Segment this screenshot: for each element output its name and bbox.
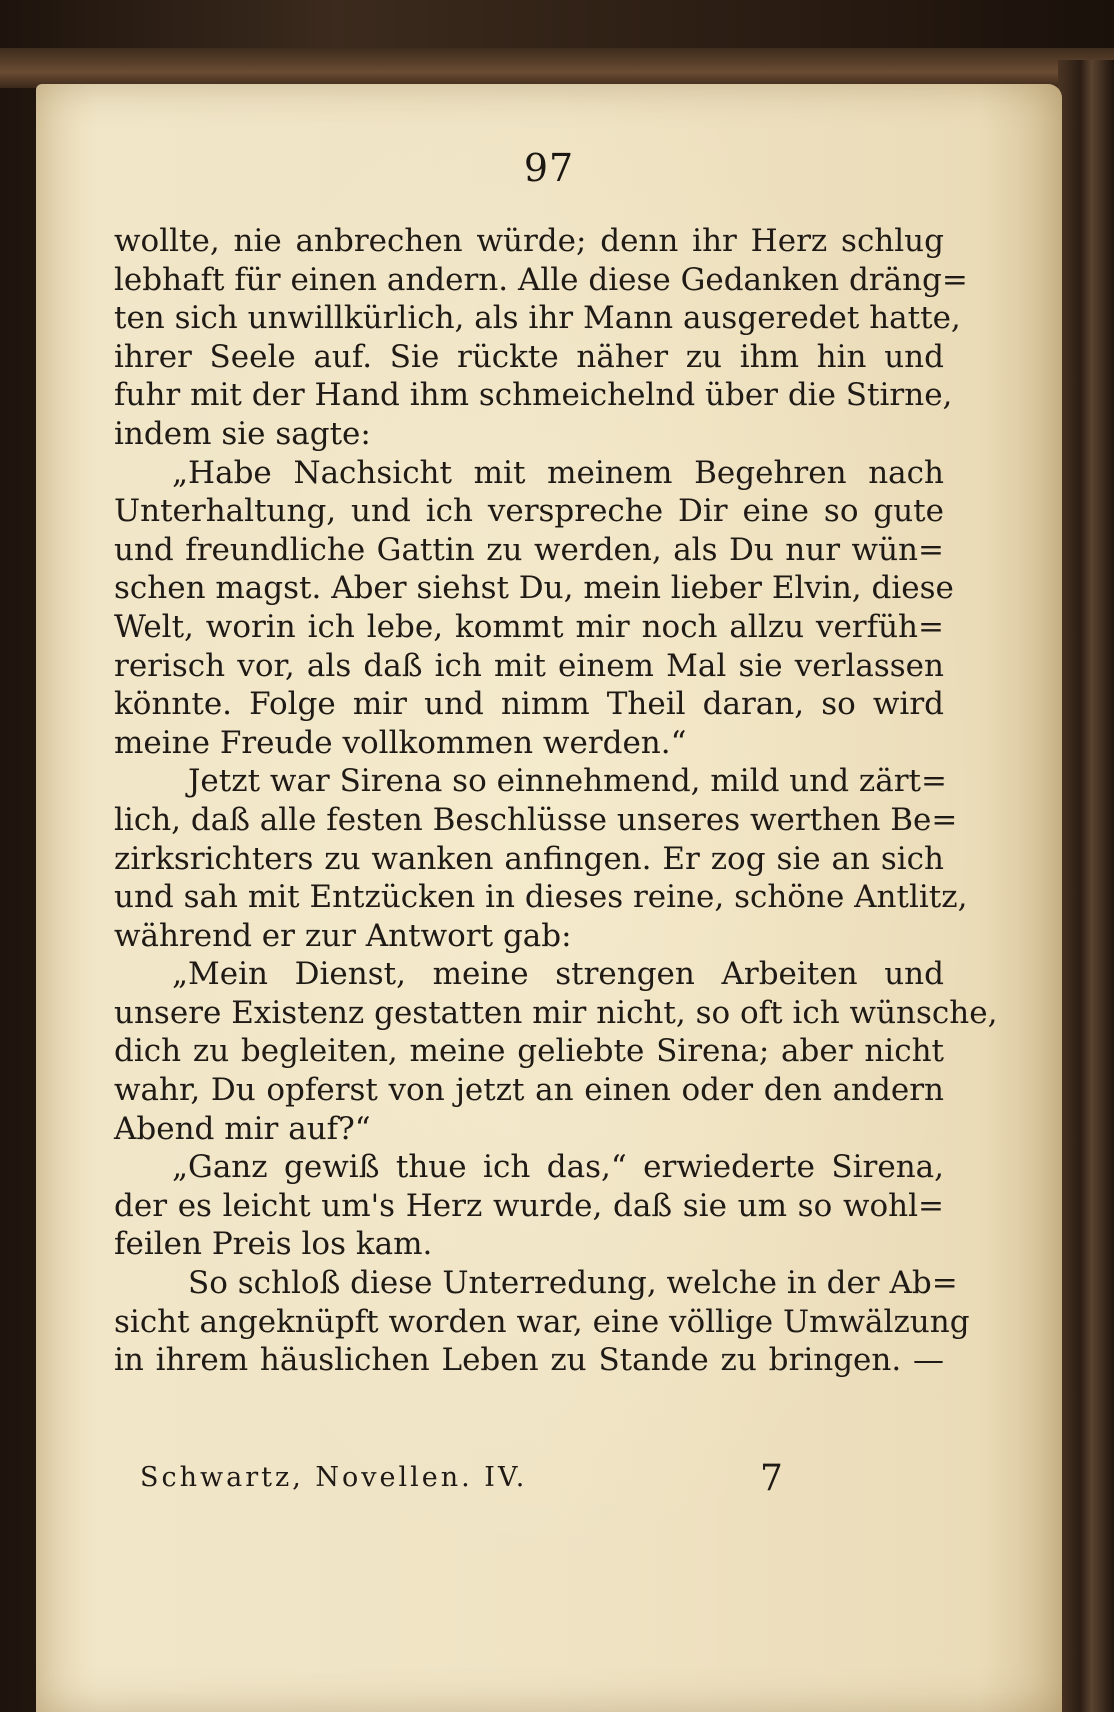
text-line: dich zu begleiten, meine geliebte Sirena; aber nicht: [114, 1033, 944, 1070]
text-line: lich, daß alle festen Beschlüsse unseres werthen Be=: [114, 801, 958, 838]
book-top-edge: [0, 48, 1114, 88]
text-line: und sah mit Entzücken in dieses reine, schöne Antlitz,: [114, 879, 968, 916]
text-line: meine Freude vollkommen werden.“: [114, 724, 687, 761]
text-line: feilen Preis los kam.: [114, 1226, 433, 1263]
book-spine: [1058, 60, 1114, 1712]
text-line: zirksrichters zu wanken anfingen. Er zog sie an sich: [114, 840, 944, 877]
text-line: schen magst. Aber siehst Du, mein lieber Elvin, diese: [114, 570, 954, 607]
text-line: während er zur Antwort gab:: [114, 917, 572, 954]
page-text-block: [114, 222, 998, 1380]
text-line: lebhaft für einen andern. Alle diese Gedanken dräng=: [114, 261, 968, 298]
text-line: wahr, Du opferst von jetzt an einen oder den andern: [114, 1072, 944, 1109]
text-line: indem sie sagte:: [114, 415, 371, 452]
text-line: Unterhaltung, und ich verspreche Dir eine so gute: [114, 493, 944, 530]
text-line: So schloß diese Unterredung, welche in der Ab=: [188, 1265, 958, 1302]
text-line: wollte, nie anbrechen würde; denn ihr Herz schlug: [114, 223, 944, 259]
page-footer: [140, 1458, 840, 1502]
text-line: Jetzt war Sirena so einnehmend, mild und zärt=: [188, 763, 947, 800]
text-line: rerisch vor, als daß ich mit einem Mal sie verlassen: [114, 647, 944, 684]
text-line: ten sich unwillkürlich, als ihr Mann ausgeredet hatte,: [114, 300, 961, 337]
page-number: 97: [523, 146, 575, 190]
text-line: könnte. Folge mir und nimm Theil daran, so wird: [114, 686, 944, 723]
text-line: und freundliche Gattin zu werden, als Du nur wün=: [114, 531, 944, 568]
footer-sheet-number: 7: [760, 1458, 783, 1499]
text-line: in ihrem häuslichen Leben zu Stande zu bringen. —: [114, 1342, 944, 1379]
text-line: „Ganz gewiß thue ich das,“ erwiederte Sirena,: [172, 1149, 944, 1186]
text-line: ihrer Seele auf. Sie rückte näher zu ihm hin und: [114, 338, 944, 375]
text-line: „Mein Dienst, meine strengen Arbeiten und: [172, 956, 944, 993]
text-line: Welt, worin ich lebe, kommt mir noch allzu verfüh=: [114, 608, 944, 645]
text-line: „Habe Nachsicht mit meinem Begehren nach: [172, 454, 944, 491]
text-line: unsere Existenz gestatten mir nicht, so oft ich wünsche,: [114, 994, 998, 1031]
text-line: sicht angeknüpft worden war, eine völlige Umwälzung: [114, 1303, 970, 1340]
footer-signature: Schwartz, Novellen. IV.: [140, 1462, 528, 1493]
text-line: der es leicht um's Herz wurde, daß sie um so wohl=: [114, 1187, 944, 1224]
text-line: fuhr mit der Hand ihm schmeichelnd über die Stirne,: [114, 377, 953, 414]
book-page: [36, 84, 1062, 1712]
text-line: Abend mir auf?“: [114, 1110, 371, 1147]
